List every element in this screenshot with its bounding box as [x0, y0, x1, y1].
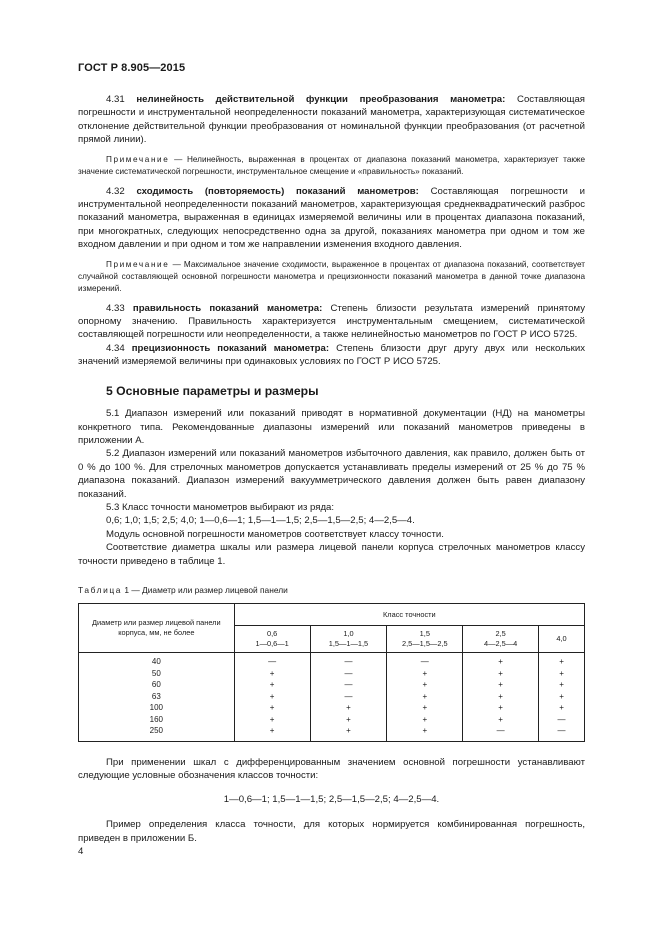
table-cell: + — [269, 680, 275, 690]
column-header-bottom: 4—2,5—4 — [484, 639, 518, 649]
column-header-top: 1,0 — [343, 629, 354, 639]
table-cell: + — [269, 691, 275, 701]
differentiated-scale-text: При применении шкал с дифференцированным значением основной погрешности устанавливают следующие условные обозначения классов точности: — [78, 756, 585, 782]
group-header-cell: Класс точности — [234, 604, 584, 626]
table-cell: — — [420, 657, 429, 667]
table-cell: — — [344, 668, 353, 678]
table-cell: + — [269, 714, 275, 724]
diameter-value: 40 — [151, 657, 161, 667]
definition-4-31 — [78, 93, 585, 147]
paragraph-5-2: 5.2 Диапазон измерений или показаний манометров избыточного давления, как правило, должен быть от 0 % до 100 %. Для стрелочных манометров допускается устанавливать пределы измерений от 25 % до 75 % диапазона показаний. Диапазон измерений вакуумметрического давления должен быть равен диапазону показаний. — [78, 448, 585, 500]
table-cell: + — [346, 703, 351, 713]
term: прецизионность показаний манометра: — [131, 342, 330, 354]
column-header-top: 4,0 — [556, 634, 567, 644]
term: сходимость (повторяемость) показаний манометров: — [136, 185, 419, 197]
table-cell: + — [422, 703, 428, 713]
note-label: Примечание — [106, 154, 170, 164]
table-cell: + — [269, 668, 275, 678]
table-cell: + — [269, 726, 275, 736]
table-cell: + — [422, 691, 428, 701]
note-label: Примечание — [106, 259, 170, 269]
clause-number: 4.33 — [106, 302, 125, 314]
column-header-bottom: 1,5—1—1,5 — [328, 639, 369, 649]
table-cell: — — [557, 726, 566, 736]
term: правильность показаний манометра: — [132, 302, 323, 314]
column-header — [234, 626, 310, 653]
table-body-row — [79, 653, 585, 742]
definition-text: Составляющая погрешности и инструментальной неопределенности показаний манометров, характеризующая среднеквадратический разброс показаний манометра, выраженная в единицах измеряемой величины или в процентах диапазона показаний, при многократных, следующих непосредственно одна за другой, показаниях манометра при одном и том же входном давлении и при одном и том же направлении изменения входного давления. — [78, 185, 586, 251]
table-cell: — — [344, 657, 353, 667]
accuracy-class-formula: 1—0,6—1; 1,5—1—1,5; 2,5—1,5—2,5; 4—2,5—4. — [223, 793, 440, 805]
row-header-cell: Диаметр или размер лицевой панели корпуса, мм, не более — [79, 604, 235, 653]
table-cell: + — [498, 691, 503, 701]
table-cell: + — [346, 726, 351, 736]
accuracy-class-table — [78, 603, 585, 742]
definition-4-32 — [78, 185, 585, 252]
diameter-value: 250 — [149, 726, 164, 736]
table-cell: + — [422, 680, 428, 690]
clause-number: 4.34 — [106, 342, 125, 354]
class-column-1-5 — [387, 653, 463, 742]
document-body — [78, 93, 585, 845]
table-cell: — — [496, 726, 505, 736]
table-cell: + — [559, 680, 564, 690]
table-cell: + — [559, 668, 564, 678]
definition-text: Степень близости друг другу двух или нескольких значений измеряемой величины при одинаковых условиях по ГОСТ Р ИСО 5725. — [78, 342, 586, 368]
table-cell: + — [498, 714, 503, 724]
definition-4-34 — [78, 342, 585, 369]
diameter-value: 160 — [149, 714, 164, 724]
definition-text: Степень близости результата измерений принятому опорному значению. Правильность характеризуется инструментальным смещением, систематической составляющей погрешности или неопределенности, а также нелинейностью манометров по ГОСТ Р ИСО 5725. — [78, 302, 586, 341]
term: нелинейность действительной функции преобразования манометра: — [136, 94, 506, 105]
diameter-value: 63 — [151, 691, 161, 701]
column-header-top: 1,5 — [419, 629, 430, 639]
table-cell: + — [269, 703, 275, 713]
table-cell: + — [498, 703, 503, 713]
note-1 — [78, 154, 585, 178]
column-header — [310, 626, 387, 653]
class-column-0-6 — [234, 653, 310, 742]
caption-text: 1 — Диаметр или размер лицевой панели — [124, 584, 288, 595]
clause-number: 4.32 — [106, 185, 125, 197]
paragraph-5-3: 5.3 Класс точности манометров выбирают из ряда: — [106, 501, 335, 513]
note-2 — [78, 259, 585, 295]
table-cell: + — [346, 714, 351, 724]
table-cell: + — [422, 668, 428, 678]
class-column-1-0 — [310, 653, 387, 742]
definition-4-33 — [78, 302, 585, 342]
table-caption — [78, 584, 585, 597]
table-cell: + — [422, 726, 428, 736]
diameter-column — [79, 653, 235, 742]
note-text: — Нелинейность, выраженная в процентах от диапазона показаний манометра, характеризует также значение систематической погрешности, инструментальное смещение и «правильность» показаний. — [78, 154, 586, 176]
table-cell: — — [557, 714, 566, 724]
column-header-bottom: 1—0,6—1 — [255, 639, 289, 649]
diameter-value: 100 — [149, 703, 164, 713]
clause-number: 4.31 — [106, 94, 125, 105]
diameter-value: 50 — [151, 668, 161, 678]
column-header-top: 0,6 — [266, 629, 278, 639]
class-column-2-5 — [463, 653, 539, 742]
example-reference-text: Пример определения класса точности, для которых нормируется комбинированная погрешность, приведен в приложении Б. — [78, 819, 585, 844]
table-cell: + — [498, 657, 503, 667]
column-header-top: 2,5 — [495, 629, 506, 639]
paragraph-5-1: 5.1 Диапазон измерений или показаний приводят в нормативной документации (НД) на манометры конкретного типа. Рекомендованные диапазоны измерений или показаний манометров приведены в приложении А. — [78, 408, 585, 446]
table-cell: — — [344, 691, 353, 701]
column-header — [463, 626, 539, 653]
section-heading: 5 Основные параметры и размеры — [106, 383, 319, 398]
definition-text: Составляющая погрешности и инструментальной неопределенности показаний манометра, характеризующая систематическое отклонение действительной функции преобразования от номинальной функции преобразования (от расчетной прямой линии). — [78, 94, 585, 146]
page-number: 4 — [78, 846, 84, 857]
correspondence-text: Соответствие диаметра шкалы или размера лицевой панели корпуса стрелочных манометров классу точности приведено в таблице 1. — [78, 542, 585, 567]
caption-label: Таблица — [78, 584, 123, 595]
table-cell: + — [559, 703, 564, 713]
table-cell: + — [498, 680, 503, 690]
note-text: — Максимальное значение сходимости, выраженное в процентах от диапазона показаний, соответствует случайной составляющей основной погрешности манометра и прецизионности показаний манометра в данной точке диапазона измерений. — [78, 259, 586, 293]
table-cell: — — [344, 680, 353, 690]
table-cell: + — [498, 668, 503, 678]
table-cell: + — [559, 691, 564, 701]
column-header-bottom: 2,5—1,5—2,5 — [401, 639, 448, 649]
diameter-value: 60 — [151, 680, 161, 690]
standard-header: ГОСТ Р 8.905—2015 — [78, 62, 186, 74]
table-cell: + — [559, 657, 564, 667]
column-header — [387, 626, 463, 653]
column-header — [539, 626, 585, 653]
class-column-4-0 — [539, 653, 585, 742]
table-cell: + — [422, 714, 428, 724]
table-cell: — — [268, 657, 277, 667]
accuracy-class-series: 0,6; 1,0; 1,5; 2,5; 4,0; 1—0,6—1; 1,5—1—1,5; 2,5—1,5—2,5; 4—2,5—4. — [106, 515, 415, 527]
error-module-text: Модуль основной погрешности манометров соответствует классу точности. — [106, 528, 444, 540]
